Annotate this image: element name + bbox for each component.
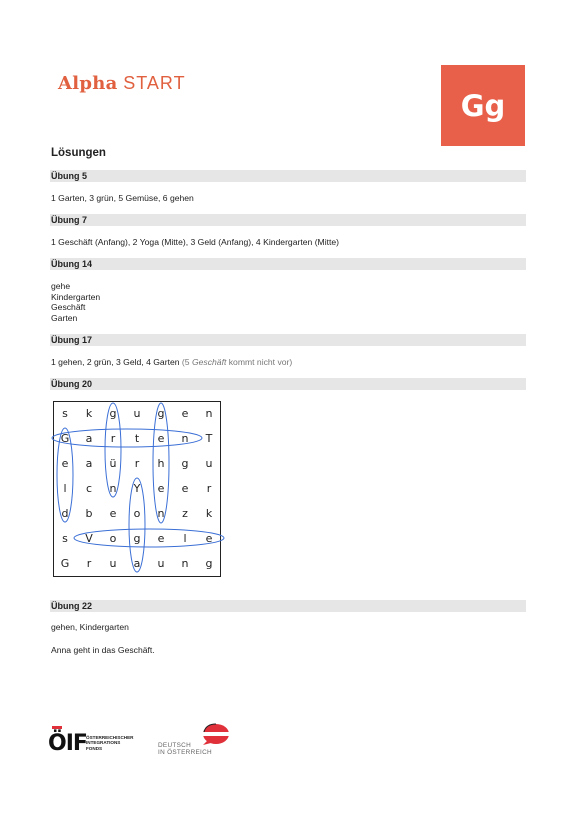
deutsch-in-oesterreich-text: DEUTSCH IN ÖSTERREICH (158, 742, 212, 756)
grid-cell: l (183, 532, 187, 545)
grid-cell: n (181, 557, 189, 570)
grid-cell: s (62, 532, 68, 545)
grid-cell: g (181, 457, 189, 470)
grid-cell: l (63, 482, 67, 495)
section-text-u22-line1: gehen, Kindergarten (51, 622, 129, 632)
grid-cell: n (205, 407, 213, 420)
list-item: gehe (51, 281, 71, 291)
section-text-u7: 1 Geschäft (Anfang), 2 Yoga (Mitte), 3 Geld (Anfang), 4 Kindergarten (Mitte) (51, 237, 340, 247)
grid-cell: d (61, 507, 69, 520)
grid-cell: u (133, 407, 141, 420)
grid-cell: g (133, 532, 141, 545)
grid-cell: a (85, 457, 93, 470)
grid-cell: u (109, 557, 117, 570)
circle-yoga (129, 478, 145, 572)
grid-cell: u (205, 457, 213, 470)
grid-cell: n (181, 432, 189, 445)
brand-start: START (123, 73, 186, 93)
section-list-u14 (51, 281, 100, 323)
section-heading-u17: Übung 17 (50, 334, 526, 346)
grid-cell: b (85, 507, 93, 520)
grid-cell: o (133, 507, 141, 520)
circle-geld (57, 428, 73, 522)
brand-alpha: Alpha (58, 73, 118, 94)
letter-badge: Gg (441, 65, 525, 146)
grid-cell: e (157, 482, 165, 495)
section-heading-u20: Übung 20 (50, 378, 526, 390)
section-text-u5: 1 Garten, 3 grün, 5 Gemüse, 6 gehen (51, 193, 194, 203)
grid-cell: g (109, 407, 117, 420)
deutsch-in-oesterreich-logo (158, 722, 238, 762)
oif-red-mark (52, 726, 62, 729)
grid-cell: k (85, 407, 93, 420)
grid-cell: e (61, 457, 69, 470)
list-item: Kindergarten (51, 291, 101, 302)
grid-cell: e (181, 482, 189, 495)
grid-cell: a (85, 432, 93, 445)
grid-cell: k (205, 507, 213, 520)
circle-garten (52, 429, 202, 447)
grid-cell: e (157, 432, 165, 445)
grid-cell: h (157, 457, 165, 470)
grid-cell: V (85, 532, 93, 545)
section-heading-u7: Übung 7 (50, 214, 526, 226)
grid-cell: e (181, 407, 189, 420)
circle-gehen (153, 403, 169, 523)
grid-cell: s (62, 407, 68, 420)
section-heading-u5: Übung 5 (50, 170, 526, 182)
grid-cell: r (110, 432, 116, 445)
grid-cell: e (157, 532, 165, 545)
grid-cell: e (205, 532, 213, 545)
answer-note: (5 Geschäft kommt nicht vor) (181, 357, 293, 367)
grid-cell: Y (133, 482, 141, 495)
section-text-u17 (51, 357, 292, 368)
grid-cell: n (109, 482, 117, 495)
solution-circles (53, 401, 221, 577)
grid-cell: r (206, 482, 212, 495)
grid-cell: r (134, 457, 140, 470)
page-title: Lösungen (51, 147, 106, 159)
grid-cell: a (133, 557, 141, 570)
list-item: Garten (51, 312, 78, 323)
grid-cell: t (134, 432, 140, 445)
grid-cell: z (182, 507, 188, 520)
grid-cell: o (109, 532, 117, 545)
grid-cell: T (205, 432, 213, 445)
section-heading-u22: Übung 22 (50, 600, 526, 612)
grid-cell: e (109, 507, 117, 520)
list-item: Geschäft (51, 302, 86, 312)
section-text-u22-line2: Anna geht in das Geschäft. (51, 645, 155, 655)
section-heading-u14: Übung 14 (50, 258, 526, 270)
grid-cell: g (157, 407, 165, 420)
answer-text: 1 gehen, 2 grün, 3 Geld, 4 Garten (51, 357, 180, 367)
circle-gruen (105, 403, 121, 497)
grid-cell: n (157, 507, 165, 520)
grid-cell: g (205, 557, 213, 570)
grid-cell: ü (109, 457, 117, 470)
circle-vogel (74, 529, 224, 547)
oif-text: ÖSTERREICHISCHER INTEGRATIONS FONDS (86, 735, 134, 751)
grid-cell: c (85, 482, 93, 495)
brand-logo (58, 73, 186, 95)
wordsearch-grid (53, 401, 221, 577)
grid-cell: G (60, 557, 70, 570)
oif-wordmark: ÖIF (48, 731, 87, 756)
grid-cell: r (86, 557, 92, 570)
grid-cell: u (157, 557, 165, 570)
grid-cell: G (60, 432, 70, 445)
